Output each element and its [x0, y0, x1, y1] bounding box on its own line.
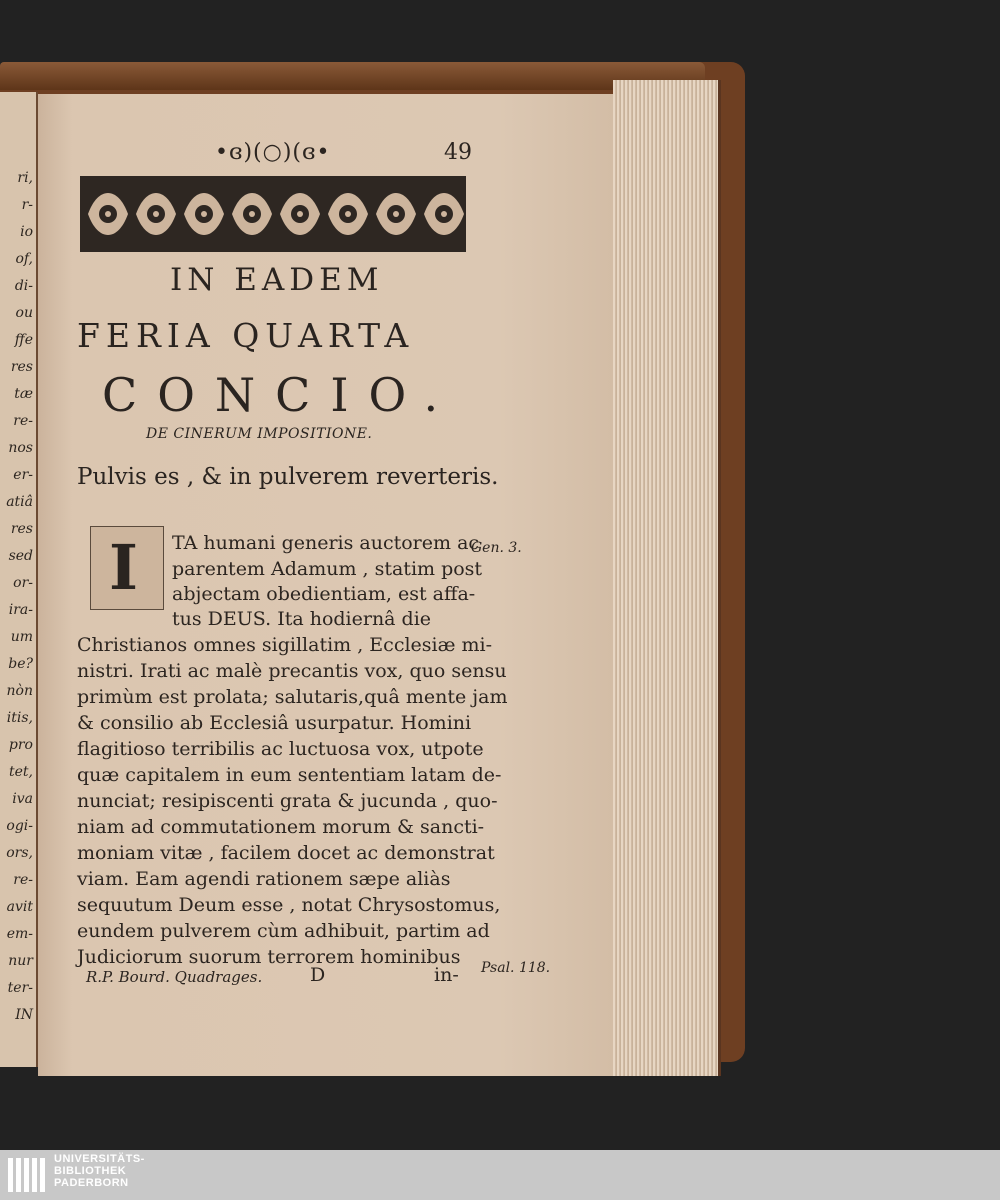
running-head-ornament: •ɞ)(○)(ɞ•: [215, 140, 331, 165]
body-text-line: parentem Adamum , statim post: [172, 558, 483, 580]
catchword: in-: [434, 964, 459, 986]
library-name-line-1: UNIVERSITÄTS-: [54, 1153, 145, 1165]
left-page-text-fragment: res: [10, 521, 33, 537]
body-text-line: & consilio ab Ecclesiâ usurpatur. Homini: [77, 712, 472, 734]
title-line-3: CONCIO.: [102, 368, 459, 422]
left-page-text-fragment: atiâ: [6, 494, 33, 510]
left-page-text-fragment: iva: [12, 791, 33, 807]
left-page-text-fragment: di-: [14, 278, 33, 294]
left-page-text-fragment: be?: [8, 656, 33, 672]
body-text-line: niam ad commutationem morum & sancti-: [77, 816, 485, 838]
left-page-text-fragment: pro: [8, 737, 33, 753]
body-text-line: nistri. Irati ac malè precantis vox, quo sensu: [77, 660, 507, 682]
left-page-text-fragment: ira-: [8, 602, 33, 618]
scripture-text: Pulvis es , & in pulverem reverteris.: [77, 464, 499, 490]
left-page-fragment: [0, 92, 38, 1067]
left-page-text-fragment: r-: [21, 197, 33, 213]
left-page-text-fragment: ogi-: [6, 818, 33, 834]
library-name: [54, 1153, 145, 1189]
left-page-text-fragment: nur: [8, 953, 33, 969]
body-text-line: abjectam obedientiam, est affa-: [172, 583, 476, 605]
left-page-text-fragment: of,: [15, 251, 33, 267]
body-text-line: Judiciorum suorum terrorem hominibus: [77, 946, 461, 968]
drop-cap: [90, 526, 164, 610]
left-page-text-fragment: IN: [15, 1007, 33, 1023]
drop-cap-letter: I: [109, 531, 139, 604]
book-cover-top-edge: [0, 62, 705, 90]
body-text-line: Christianos omnes sigillatim , Ecclesiæ mi-: [77, 634, 493, 656]
left-page-text-fragment: um: [10, 629, 33, 645]
headpiece-ornament: [80, 176, 466, 252]
left-page-text-fragment: re-: [13, 413, 33, 429]
left-page-text-fragment: ter-: [7, 980, 33, 996]
left-page-text-fragment: tet,: [9, 764, 33, 780]
body-text-line: tus DEUS. Ita hodiernâ die: [172, 608, 432, 630]
page-edges: [613, 80, 721, 1076]
signature-mark: D: [310, 964, 326, 986]
body-text-line: TA humani generis auctorem ac: [172, 532, 480, 554]
left-page-text-fragment: ors,: [6, 845, 33, 861]
left-page-text-fragment: io: [20, 224, 33, 240]
library-name-line-3: PADERBORN: [54, 1177, 129, 1189]
page-number: 49: [444, 140, 472, 165]
left-page-text-fragment: ou: [15, 305, 33, 321]
left-page-text-fragment: nòn: [6, 683, 33, 699]
subtitle: DE CINERUM IMPOSITIONE.: [146, 426, 373, 442]
left-page-text-fragment: tæ: [14, 386, 33, 402]
left-page-text-fragment: sed: [8, 548, 33, 564]
left-page-text-fragment: er-: [13, 467, 33, 483]
left-page-text-fragment: or-: [13, 575, 33, 591]
margin-note-gen: Gen. 3.: [471, 540, 522, 556]
left-page-text-fragment: res: [10, 359, 33, 375]
margin-note-psal: Psal. 118.: [481, 960, 551, 976]
body-text-line: flagitioso terribilis ac luctuosa vox, utpote: [77, 738, 484, 760]
body-text-line: viam. Eam agendi rationem sæpe aliàs: [77, 868, 451, 890]
left-page-text-fragment: em-: [6, 926, 33, 942]
title-line-1: IN EADEM: [170, 262, 384, 298]
left-page-text-fragment: nos: [8, 440, 33, 456]
library-logo-icon: [6, 1154, 48, 1196]
left-page-text-fragment: ffe: [14, 332, 33, 348]
body-text-line: moniam vitæ , facilem docet ac demonstrat: [77, 842, 495, 864]
left-page-text-fragment: ri,: [17, 170, 33, 186]
body-text-line: eundem pulverem cùm adhibuit, partim ad: [77, 920, 490, 942]
library-footer-bar: [0, 1150, 1000, 1200]
signature-note: R.P. Bourd. Quadrages.: [86, 968, 263, 986]
title-line-2: FERIA QUARTA: [77, 316, 415, 355]
left-page-text-fragment: avit: [6, 899, 33, 915]
left-page-text-fragment: re-: [13, 872, 33, 888]
body-text-line: nunciat; resipiscenti grata & jucunda , quo-: [77, 790, 498, 812]
body-text-line: sequutum Deum esse , notat Chrysostomus,: [77, 894, 501, 916]
body-text-line: quæ capitalem in eum sententiam latam de-: [77, 764, 502, 786]
library-name-line-2: BIBLIOTHEK: [54, 1165, 127, 1177]
left-page-text-fragment: itis,: [6, 710, 33, 726]
body-text-line: primùm est prolata; salutaris,quâ mente jam: [77, 686, 508, 708]
